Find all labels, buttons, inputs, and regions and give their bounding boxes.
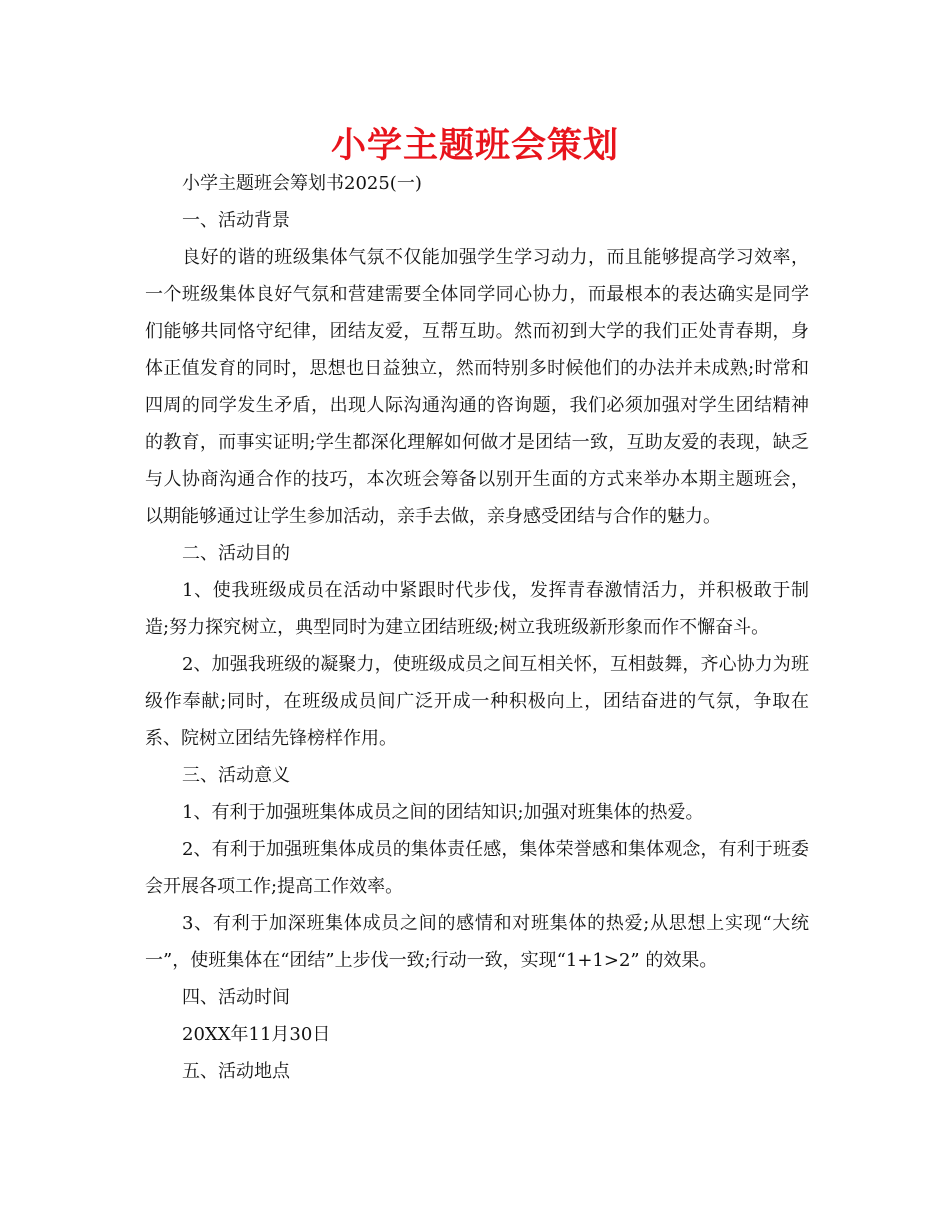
document-body [145,165,809,1090]
section-heading-time: 四、活动时间 [182,987,290,1008]
section-heading-location: 五、活动地点 [182,1061,290,1082]
document-subtitle: 小学主题班会筹划书2025(一) [182,173,422,194]
section-heading-significance: 三、活动意义 [182,765,290,786]
document-title: 小学主题班会策划 [330,126,619,166]
paragraph-background: 良好的谐的班级集体气氛不仅能加强学生学习动力，而且能够提高学习效率，一个班级集体良好气氛和营建需要全体同学同心协力，而最根本的表达确实是同学们能够共同恪守纪律，团结友爱，互帮互助。然而初到大学的我们正处青春期，身体正值发育的同时，思想也日益独立，然而特别多时候他们的办法并未成熟;时常和四周的同学发生矛盾，出现人际沟通沟通的咨询题，我们必须加强对学生团结精神的教育，而事实证明;学生都深化理解如何做才是团结一致，互助友爱的表现，缺乏与人协商沟通合作的技巧，本次班会筹备以别开生面的方式来举办本期主题班会，以期能够通过让学生参加活动，亲手去做，亲身感受团结与合作的魅力。 [145,247,809,527]
section-heading-background: 一、活动背景 [182,210,290,231]
paragraph-significance-3: 3、有利于加深班集体成员之间的感情和对班集体的热爱;从思想上实现“大统一”，使班集体在“团结”上步伐一致;行动一致，实现“1+1>2” 的效果。 [145,913,809,971]
paragraph-significance-1: 1、有利于加强班集体成员之间的团结知识;加强对班集体的热爱。 [182,802,704,823]
paragraph-purpose-1: 1、使我班级成员在活动中紧跟时代步伐，发挥青春激情活力，并积极敢于制造;努力探究树立，典型同时为建立团结班级;树立我班级新形象而作不懈奋斗。 [145,580,809,638]
paragraph-purpose-2: 2、加强我班级的凝聚力，使班级成员之间互相关怀，互相鼓舞，齐心协力为班级作奉献;同时，在班级成员间广泛开成一种积极向上，团结奋进的气氛，争取在系、院树立团结先锋榜样作用。 [145,654,809,749]
section-heading-purpose: 二、活动目的 [182,543,290,564]
paragraph-time: 20XX年11月30日 [182,1024,331,1045]
paragraph-significance-2: 2、有利于加强班集体成员的集体责任感，集体荣誉感和集体观念，有利于班委会开展各项工作;提高工作效率。 [145,839,809,897]
